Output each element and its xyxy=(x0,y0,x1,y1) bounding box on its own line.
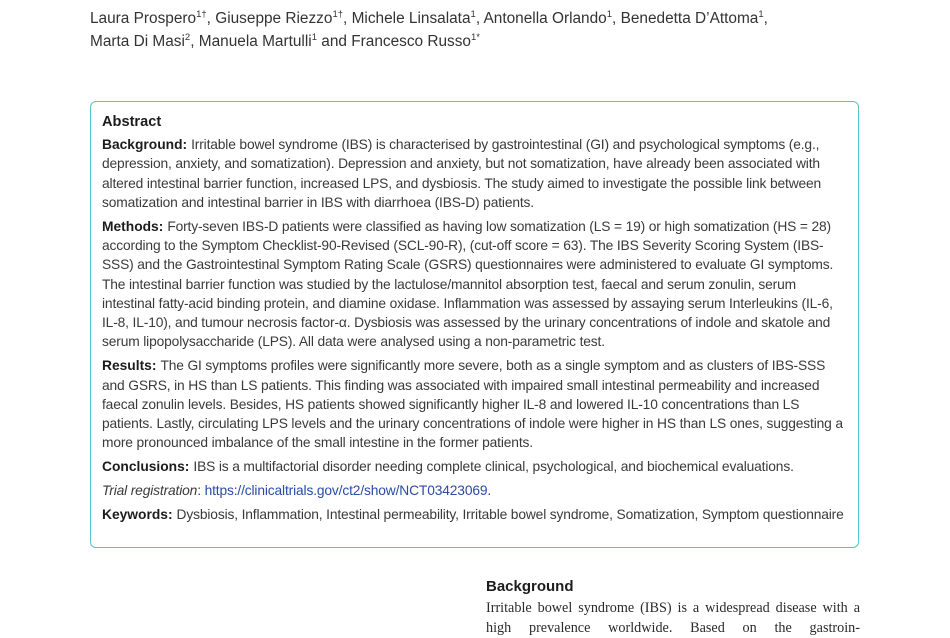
author-name: Giuseppe Riezzo xyxy=(215,10,333,27)
author-separator: , xyxy=(206,10,216,27)
abstract-methods xyxy=(102,217,848,352)
section-body-text: Irritable bowel syndrome (IBS) is a widespread disease with a high prevalence worldwide. Based on the gastroin- xyxy=(486,600,860,636)
author-line-1 xyxy=(90,7,880,30)
author-separator: , xyxy=(475,10,484,27)
author-name: Marta Di Masi xyxy=(90,33,185,50)
trial-end: . xyxy=(487,483,492,499)
author-separator: , xyxy=(190,33,199,50)
abstract-background xyxy=(102,135,848,212)
author-separator: and xyxy=(317,33,352,50)
author-name: Laura Prospero xyxy=(90,10,197,27)
author-affiliation: 1* xyxy=(471,32,480,43)
author-affiliation: 1 xyxy=(311,32,317,43)
methods-text: Forty-seven IBS-D patients were classified as having low somatization (LS = 19) or high somatization (HS = 28) according to the Symptom Checklist-90-Revised (SCL-90-R), (cut-off score = 63). The IBS Severity Scoring System (IBS-SSS) and the Gastrointestinal Symptom Rating Scale (GSRS) questionnaires were administered to evaluate GI symptoms. The intestinal barrier function was studied by the lactulose/mannitol absorption test, faecal and serum zonulin, serum intestinal fatty-acid binding protein, and diamine oxidase. Inflammation was assessed by assaying serum Interleukins (IL-6, IL-8, IL-10), and tumour necrosis factor-α. Dysbiosis was assessed by the urinary concentrations of indole and skatole and serum lipopolysaccharide (LPS). All data were analysed using a non-parametric test. xyxy=(102,218,834,350)
author-affiliation: 1† xyxy=(196,9,207,20)
trial-registration-link[interactable]: https://clinicaltrials.gov/ct2/show/NCT03423069 xyxy=(204,483,488,499)
abstract-conclusions xyxy=(102,457,848,476)
author-name: Antonella Orlando xyxy=(483,10,607,27)
abstract-box xyxy=(90,101,859,548)
conclusions-text: IBS is a multifactorial disorder needing complete clinical, psychological, and biochemical evaluations. xyxy=(193,459,794,475)
author-line-2 xyxy=(90,30,880,53)
author-name: Francesco Russo xyxy=(351,33,471,50)
conclusions-label: Conclusions: xyxy=(102,459,190,475)
author-affiliation: 1 xyxy=(470,9,476,20)
keywords-label: Keywords: xyxy=(102,506,173,522)
background-label: Background: xyxy=(102,137,188,152)
author-name: Benedetta D’Attoma xyxy=(620,10,759,27)
background-text: Irritable bowel syndrome (IBS) is characterised by gastrointestinal (GI) and psychological symptoms (e.g., depression, anxiety, and somatization). Depression and anxiety, but not somatization, have already been associated with altered intestinal barrier function, increased LPS, and dysbiosis. The study aimed to investigate the possible link between somatization and intestinal barrier in IBS with diarrhoea (IBS-D) patients. xyxy=(102,137,822,210)
trial-registration-label: Trial registration xyxy=(102,483,198,499)
abstract-title: Abstract xyxy=(102,114,162,130)
author-name: Manuela Martulli xyxy=(198,33,312,50)
section-heading-background: Background xyxy=(486,578,574,595)
methods-label: Methods: xyxy=(102,218,164,234)
author-affiliation: 2 xyxy=(184,32,191,43)
trial-separator: : xyxy=(197,483,205,499)
abstract-trial-registration xyxy=(102,481,848,500)
author-affiliation: 1 xyxy=(606,9,613,20)
author-list xyxy=(90,7,880,53)
author-name: Michele Linsalata xyxy=(351,10,471,27)
abstract-keywords xyxy=(102,505,848,524)
keywords-text: Dysbiosis, Inflammation, Intestinal permeability, Irritable bowel syndrome, Somatization, Symptom questionnaire xyxy=(176,506,844,522)
abstract-results xyxy=(102,356,848,452)
author-affiliation: 1 xyxy=(758,9,764,20)
author-separator: , xyxy=(343,10,352,27)
author-separator: , xyxy=(763,10,768,27)
author-separator: , xyxy=(612,10,621,27)
results-label: Results: xyxy=(102,358,157,374)
author-affiliation: 1† xyxy=(332,9,344,20)
results-text: The GI symptoms profiles were significantly more severe, both as a single symptom and as clusters of IBS-SSS and GSRS, in HS than LS patients. This finding was associated with impaired small intestinal permeability and increased faecal zonulin levels. Besides, HS patients showed significantly higher IL-8 and lowered IL-10 concentrations than LS patients. Lastly, circulating LPS levels and the urinary concentrations of indole were higher in HS than LS ones, suggesting a more pronounced imbalance of the small intestine in the former patients. xyxy=(102,358,843,451)
